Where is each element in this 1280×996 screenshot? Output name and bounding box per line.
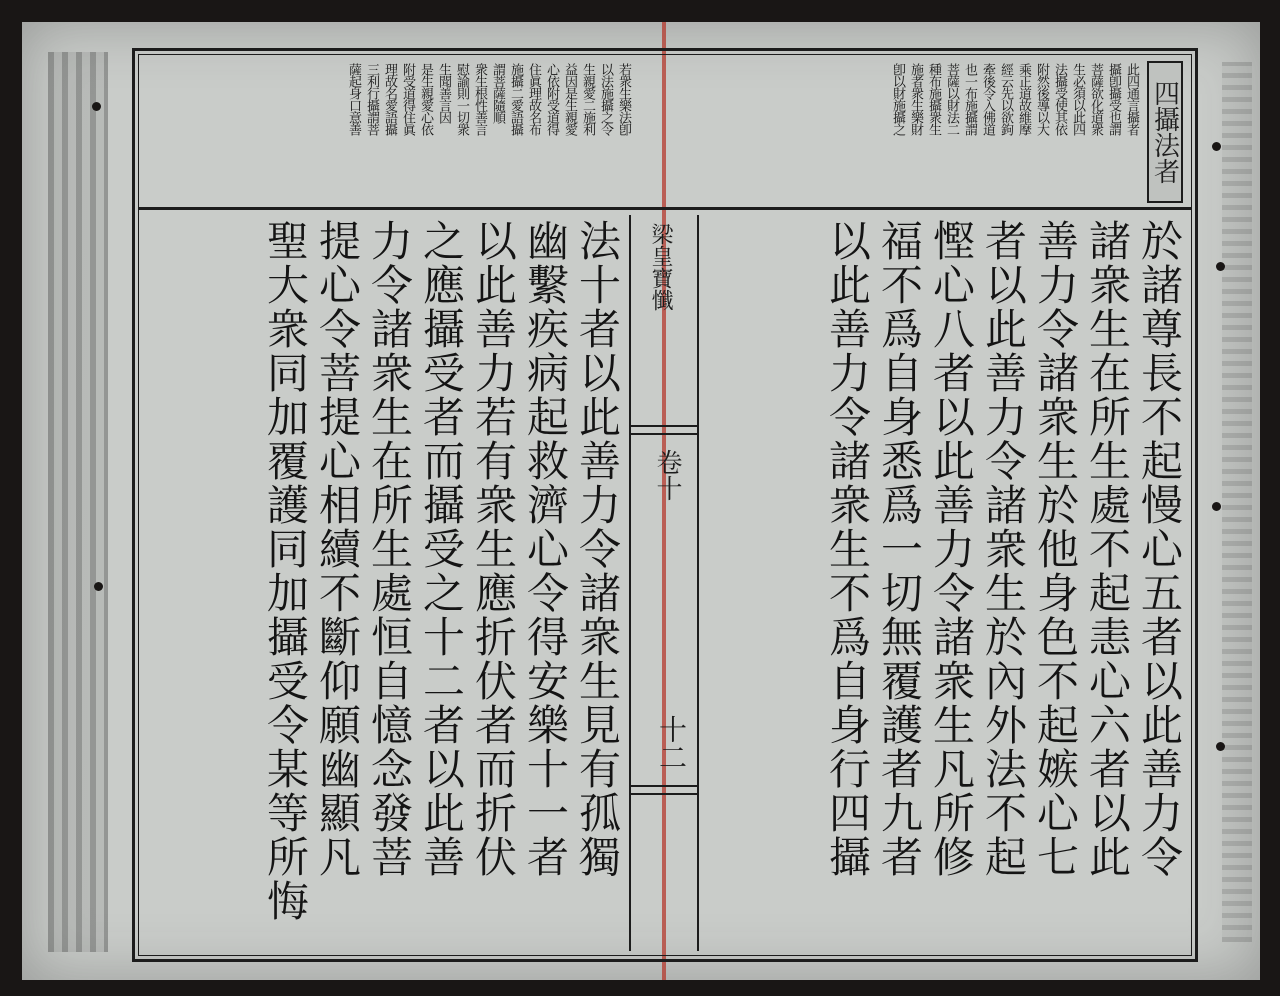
text-column: 以此善力令諸衆生不爲自身行四攝	[823, 219, 872, 879]
commentary-note-column: 種布施攝衆生	[926, 63, 941, 135]
fishtail-mark	[631, 785, 697, 795]
commentary-note-column: 附然後導以大	[1034, 63, 1049, 135]
commentary-note-column: 乘正道故維摩	[1016, 63, 1031, 135]
commentary-note-column: 是生親愛心依	[418, 63, 433, 135]
commentary-notes-left	[345, 63, 631, 135]
book-title: 梁皇寶懺	[648, 223, 673, 311]
main-text-left	[259, 219, 623, 947]
commentary-note-column: 攝卽攝受也謂	[1106, 63, 1121, 135]
text-column: 之應攝受者而攝受之十二者以此善	[417, 219, 466, 879]
text-column: 者以此善力令諸衆生於內外法不起	[979, 219, 1028, 879]
commentary-note-column: 法攝受使其依	[1052, 63, 1067, 135]
binding-hole	[1212, 142, 1221, 151]
section-title: 四攝法者	[1147, 61, 1183, 203]
volume-label: 卷十	[652, 449, 682, 501]
commentary-note-column: 衆生根性善言	[472, 63, 487, 135]
binding-hole	[1216, 262, 1225, 271]
page-sheet	[22, 22, 1260, 980]
commentary-note-column: 也一布施攝謂	[962, 63, 977, 135]
commentary-note-column: 生親愛二施利	[580, 63, 595, 135]
text-column: 提心令菩提心相續不斷仰願幽顯凡	[313, 219, 362, 879]
commentary-note-column: 謂菩薩隨順	[490, 63, 505, 123]
commentary-note-column: 若衆生樂法卽	[616, 63, 631, 135]
fishtail-mark	[631, 425, 697, 435]
text-column: 力令諸衆生在所生處恒自憶念發菩	[365, 219, 414, 879]
commentary-note-column: 附受道得住眞	[400, 63, 415, 135]
worn-right-edge	[1222, 62, 1252, 942]
binding-hole	[1216, 742, 1225, 751]
text-column: 諸衆生在所生處不起恚心六者以此	[1083, 219, 1132, 879]
commentary-note-column: 施攝二愛語攝	[508, 63, 523, 135]
commentary-note-column: 心依附受道得	[544, 63, 559, 135]
commentary-note-column: 牽後令入佛道	[980, 63, 995, 135]
commentary-note-column: 理故名愛語攝	[382, 63, 397, 135]
commentary-note-column: 三利行攝謂菩	[364, 63, 379, 135]
binding-hole	[94, 582, 103, 591]
text-column: 慳心八者以此善力令諸衆生凡所修	[927, 219, 976, 879]
commentary-note-column: 菩薩以財法二	[944, 63, 959, 135]
commentary-header	[139, 55, 1191, 210]
commentary-note-column: 經云先以欲鉤	[998, 63, 1013, 135]
commentary-note-column: 益因是生親愛	[562, 63, 577, 135]
text-column: 以此善力若有衆生應折伏者而折伏	[469, 219, 518, 879]
commentary-note-column: 以法施攝之令	[598, 63, 613, 135]
commentary-note-column: 卽以財施攝之	[890, 63, 905, 135]
commentary-note-column: 施者衆生樂財	[908, 63, 923, 135]
worn-left-edge	[48, 52, 108, 952]
commentary-note-column: 薩起身口意善	[346, 63, 361, 135]
commentary-notes-right	[889, 63, 1139, 135]
text-column: 聖大衆同加覆護同加攝受令某等所悔	[261, 219, 310, 923]
commentary-note-column: 住眞理故名布	[526, 63, 541, 135]
text-column: 於諸尊長不起慢心五者以此善力令	[1135, 219, 1184, 879]
commentary-note-column: 慰諭則一切衆	[454, 63, 469, 135]
binding-hole	[92, 102, 101, 111]
commentary-note-column: 生必須以此四	[1070, 63, 1085, 135]
commentary-note-column: 菩薩欲化道衆	[1088, 63, 1103, 135]
print-frame	[132, 48, 1198, 962]
binding-hole	[1212, 502, 1221, 511]
commentary-note-column: 此四通言攝者	[1124, 63, 1139, 135]
text-column: 善力令諸衆生於他身色不起嫉心七	[1031, 219, 1080, 879]
text-column: 福不爲自身悉爲一切無覆護者九者	[875, 219, 924, 879]
page-number: 十二	[655, 715, 688, 771]
text-column: 法十者以此善力令諸衆生見有孤獨	[573, 219, 622, 879]
main-text-right	[821, 219, 1185, 947]
text-column: 幽繫疾病起救濟心令得安樂十一者	[521, 219, 570, 879]
center-margin-strip	[629, 215, 699, 951]
commentary-note-column: 生聞善言因	[436, 63, 451, 123]
